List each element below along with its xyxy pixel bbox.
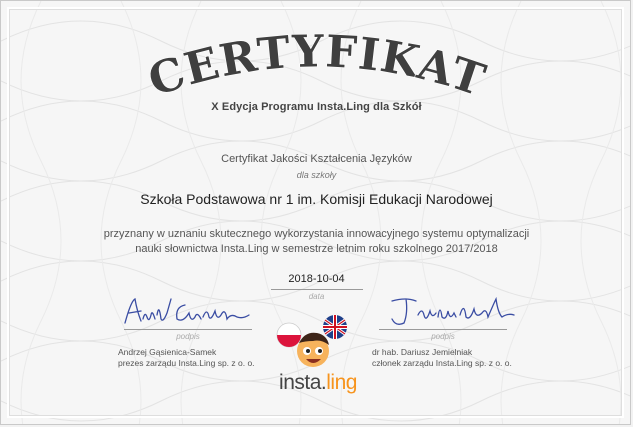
instaling-logo: [273, 371, 363, 395]
right-signature-label: podpis: [431, 332, 455, 341]
left-signatory-role: prezes zarządu Insta.Ling sp. z o. o.: [118, 358, 255, 368]
award-reason-line-2: nauki słownictwa Insta.Ling w semestrze letnim roku szkolnego 2017/2018: [135, 243, 498, 255]
certificate-type: Certyfikat Jakości Kształcenia Języków: [221, 153, 412, 165]
issue-date: 2018-10-04: [288, 273, 345, 285]
right-signatory-name: dr hab. Dariusz Jemielniak: [372, 347, 473, 357]
date-line: [271, 289, 363, 290]
uk-flag-icon: [323, 315, 347, 339]
right-signature-line: [379, 329, 507, 330]
right-signatory: [372, 347, 512, 369]
logo-part-2: ling: [326, 371, 357, 394]
left-signatory-name: Andrzej Gąsienica-Samek: [118, 347, 217, 357]
left-signature-scribble: [119, 293, 254, 329]
school-name: Szkoła Podstawowa nr 1 im. Komisji Edukacji Narodowej: [140, 191, 493, 207]
program-edition: X Edycja Programu Insta.Ling dla Szkół: [211, 101, 422, 113]
polish-flag-icon: [277, 323, 301, 347]
award-reason-line-1: przyznany w uznaniu skutecznego wykorzystania innowacyjnego systemu optymalizacji: [103, 228, 530, 240]
mascot-icon: [273, 313, 363, 371]
left-signature-line: [124, 329, 252, 330]
award-reason: [1, 227, 631, 257]
svg-text:CERTYFIKAT: [142, 26, 491, 106]
left-signature-label: podpis: [176, 332, 200, 341]
for-school-label: dla szkoły: [296, 170, 337, 180]
title-text: CERTYFIKAT: [142, 26, 492, 107]
right-signatory-role: członek zarządu Insta.Ling sp. z o. o.: [372, 358, 512, 368]
left-signatory: [118, 347, 255, 369]
logo-part-1: insta.: [279, 371, 327, 394]
right-signature-scribble: [386, 293, 521, 329]
date-label: data: [308, 292, 325, 301]
